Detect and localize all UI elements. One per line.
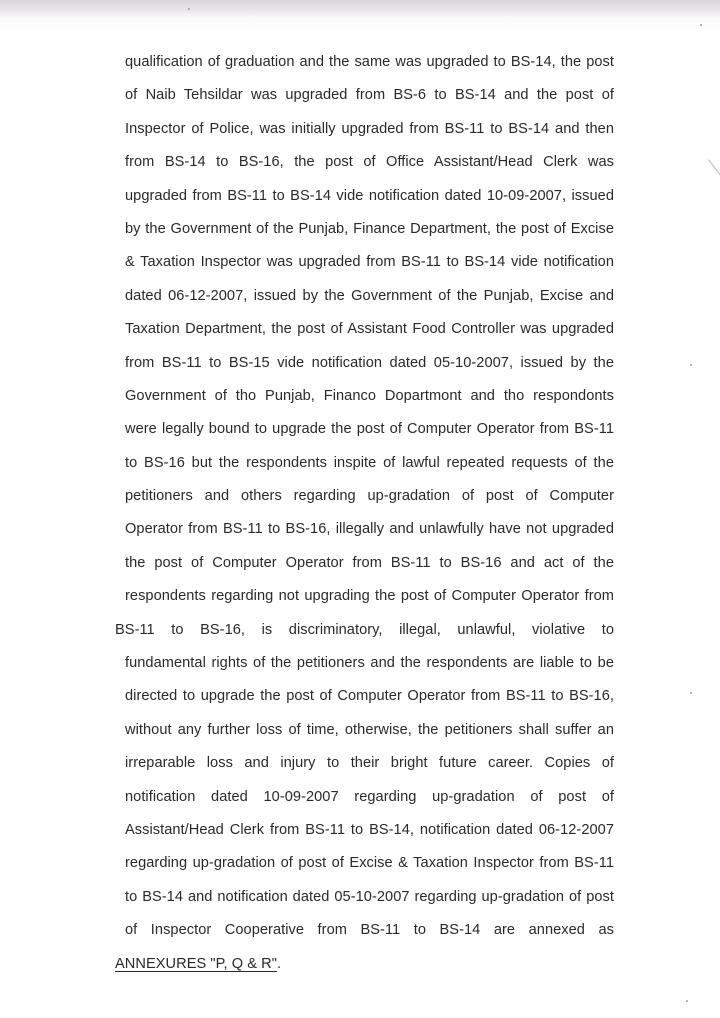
scan-mark	[708, 159, 720, 186]
text-line: Assistant/Head Clerk from BS-11 to BS-14, notification dated 06-12-2007	[125, 821, 614, 838]
text-line: BS-11 to BS-16, is discriminatory, illegal, unlawful, violative to	[115, 621, 614, 638]
text-line: from BS-14 to BS-16, the post of Office Assistant/Head Clerk was	[125, 154, 614, 171]
text-line: irreparable loss and injury to their bright future career. Copies of	[125, 755, 614, 772]
text-line: from BS-11 to BS-15 vide notification dated 05-10-2007, issued by the	[125, 354, 614, 371]
scan-speck	[700, 24, 702, 26]
text-line: dated 06-12-2007, issued by the Government of the Punjab, Excise and	[125, 287, 614, 304]
annexure-period: .	[276, 955, 282, 972]
annexure-line	[115, 948, 614, 981]
text-line: regarding up-gradation of post of Excise & Taxation Inspector from BS-11	[125, 855, 614, 872]
scan-top-shadow	[0, 0, 720, 18]
text-line: Government of tho Punjab, Financo Dopartmont and tho respondonts	[125, 387, 614, 404]
text-line: Operator from BS-11 to BS-16, illegally and unlawfully have not upgraded	[125, 521, 614, 538]
text-line: Inspector of Police, was initially upgraded from BS-11 to BS-14 and then	[125, 120, 614, 137]
document-body	[115, 46, 614, 981]
text-line: petitioners and others regarding up-gradation of post of Computer	[125, 488, 614, 505]
text-line: were legally bound to upgrade the post of Computer Operator from BS-11	[125, 421, 614, 438]
text-line: the post of Computer Operator from BS-11 to BS-16 and act of the	[125, 554, 614, 571]
text-line: notification dated 10-09-2007 regarding up-gradation of post of	[125, 788, 614, 805]
text-line: without any further loss of time, otherwise, the petitioners shall suffer an	[125, 721, 614, 738]
text-line: to BS-14 and notification dated 05-10-2007 regarding up-gradation of post	[125, 888, 614, 905]
text-line: of Naib Tehsildar was upgraded from BS-6 to BS-14 and the post of	[125, 87, 614, 104]
scan-speck	[686, 1000, 688, 1002]
text-line: & Taxation Inspector was upgraded from BS-11 to BS-14 vide notification	[125, 254, 614, 271]
text-line: to BS-16 but the respondents inspite of lawful repeated requests of the	[125, 454, 614, 471]
text-line: fundamental rights of the petitioners and the respondents are liable to be	[125, 655, 614, 672]
scan-speck	[690, 692, 692, 694]
annexure-reference: ANNEXURES "P, Q & R"	[115, 955, 277, 972]
scan-speck	[690, 364, 692, 366]
text-line: qualification of graduation and the same was upgraded to BS-14, the post	[125, 54, 614, 70]
text-line: upgraded from BS-11 to BS-14 vide notification dated 10-09-2007, issued	[125, 187, 614, 204]
scan-speck	[188, 8, 190, 10]
text-line: Taxation Department, the post of Assistant Food Controller was upgraded	[125, 321, 614, 338]
text-line: respondents regarding not upgrading the post of Computer Operator from	[125, 588, 614, 605]
text-line: of Inspector Cooperative from BS-11 to BS-14 are annexed as	[125, 922, 614, 939]
text-line: directed to upgrade the post of Computer Operator from BS-11 to BS-16,	[125, 688, 614, 705]
text-line: by the Government of the Punjab, Finance Department, the post of Excise	[125, 220, 614, 237]
